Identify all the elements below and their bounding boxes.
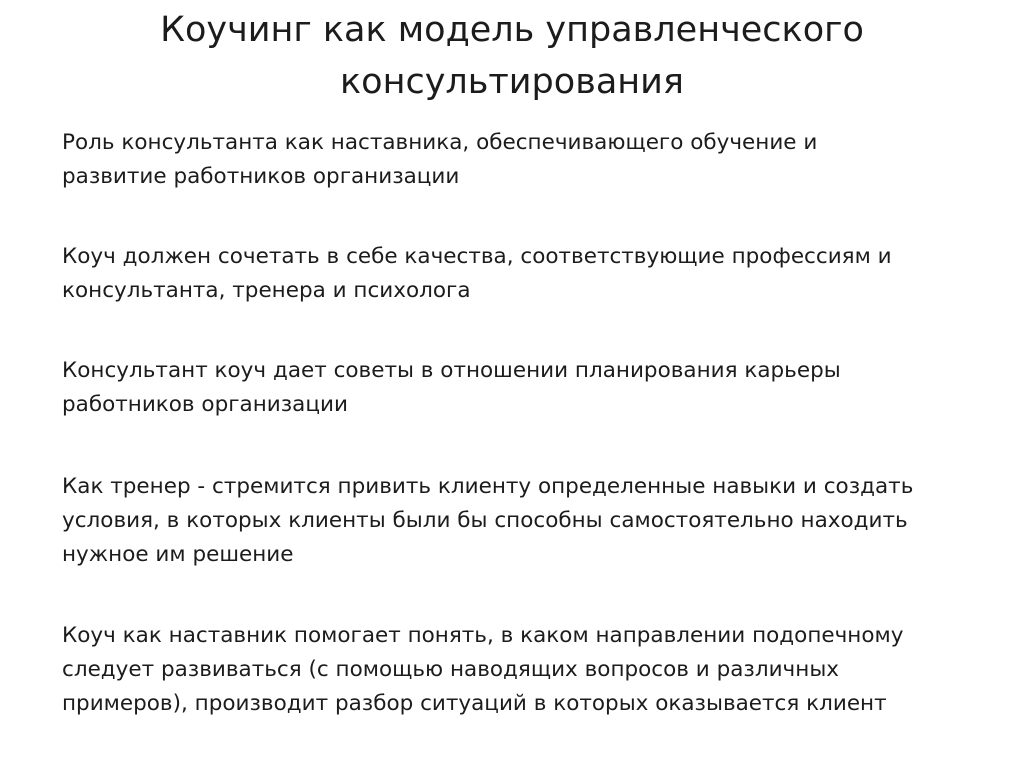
paragraph-line: условия, в которых клиенты были бы способны самостоятельно находить: [62, 508, 908, 533]
slide-body: [62, 126, 982, 721]
paragraph-line: примеров), производит разбор ситуаций в которых оказывается клиент: [62, 691, 887, 716]
paragraph-consultant-role: [62, 126, 982, 194]
paragraph-coach-as-mentor: [62, 619, 982, 721]
paragraph-coach-qualities: [62, 240, 982, 308]
paragraph-line: Коуч должен сочетать в себе качества, соответствующие профессиям и: [62, 244, 892, 269]
slide-title: [40, 4, 984, 108]
paragraph-line: Роль консультанта как наставника, обеспечивающего обучение и: [62, 130, 818, 155]
paragraph-line: консультанта, тренера и психолога: [62, 278, 471, 303]
paragraph-coach-as-trainer: [62, 470, 982, 572]
paragraph-line: работников организации: [62, 392, 348, 417]
paragraph-line: Как тренер - стремится привить клиенту определенные навыки и создать: [62, 474, 914, 499]
paragraph-line: Консультант коуч дает советы в отношении планирования карьеры: [62, 358, 841, 383]
paragraph-line: следует развиваться (с помощью наводящих вопросов и различных: [62, 657, 840, 682]
paragraph-line: развитие работников организации: [62, 164, 460, 189]
paragraph-line: Коуч как наставник помогает понять, в каком направлении подопечному: [62, 623, 904, 648]
paragraph-line: нужное им решение: [62, 542, 294, 567]
paragraph-career-advice: [62, 354, 982, 422]
slide-title-line: консультирования: [340, 62, 684, 102]
slide-title-line: Коучинг как модель управленческого: [160, 10, 864, 50]
